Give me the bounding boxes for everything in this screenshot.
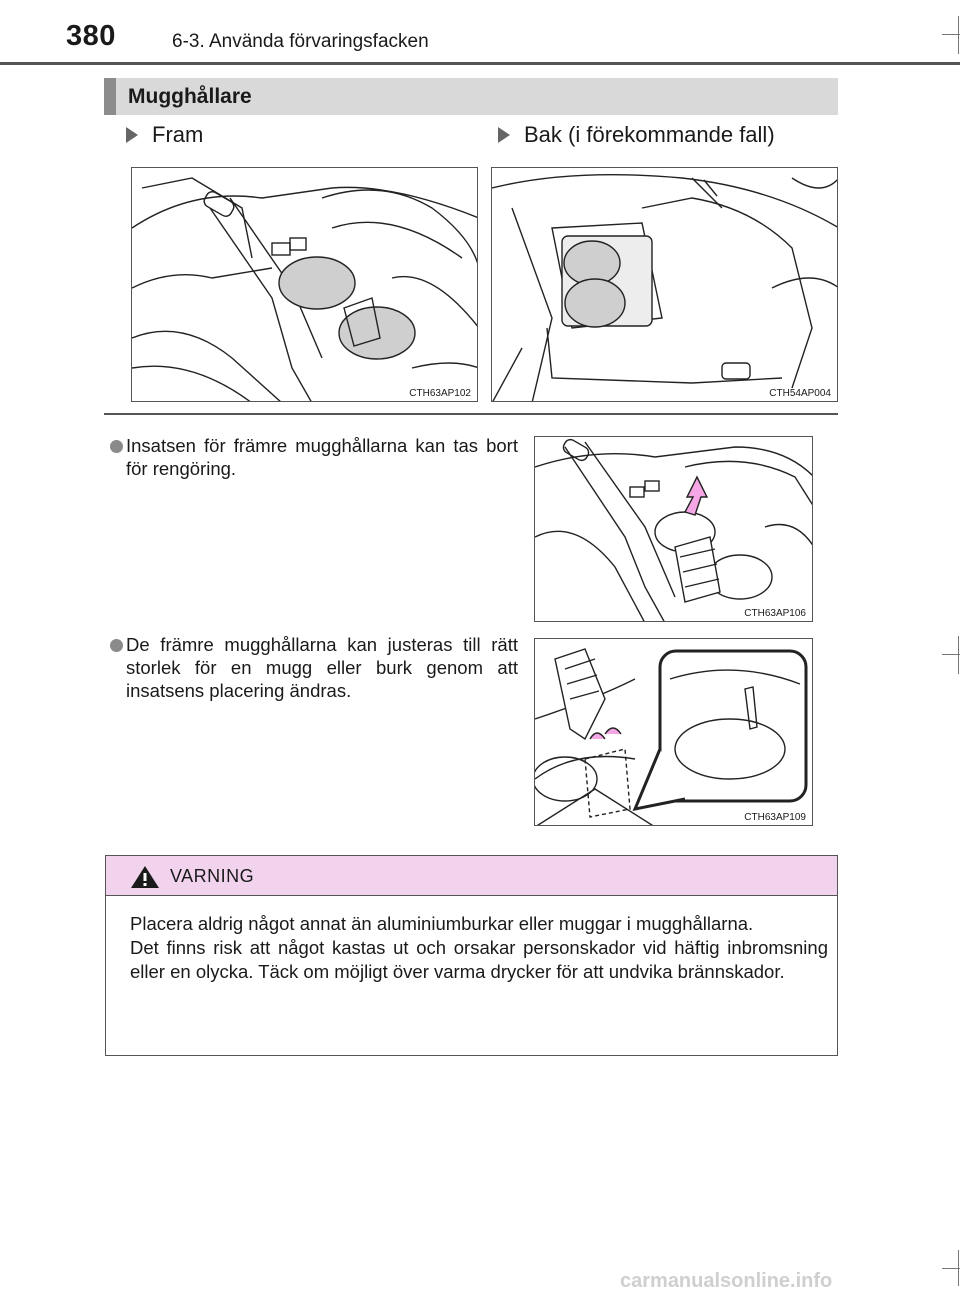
crop-mark-mid-right [958, 636, 959, 674]
figure-insert-removal [534, 436, 813, 622]
rear-cup-holder-illustration [492, 168, 838, 402]
warning-title: VARNING [170, 866, 255, 886]
figure-front-cup-holder [131, 167, 478, 402]
figure-code: CTH54AP004 [769, 388, 831, 399]
warning-paragraph-2: Det finns risk att något kastas ut och orsakar personskador vid häftig inbromsning eller en olycka. Täck om möjligt över varma drycker för att undvika brännskador. [130, 937, 828, 982]
front-cup-holder-illustration [132, 168, 478, 402]
warning-paragraph-1: Placera aldrig något annat än aluminiumburkar eller muggar i mugghållarna. [130, 913, 754, 934]
bullet-text: Insatsen för främre mugghållarna kan tas bort för rengöring. [126, 435, 518, 479]
bullet-dot-icon [110, 639, 123, 652]
bullet-paragraph-1 [126, 434, 518, 480]
bullet-paragraph-2 [126, 633, 518, 702]
insert-removal-illustration [535, 437, 813, 622]
figure-code: CTH63AP109 [744, 812, 806, 823]
insert-adjustment-illustration [535, 639, 813, 826]
header-rule [0, 62, 960, 65]
section-bar [104, 78, 838, 115]
chapter-title: 6-3. Använda förvaringsfacken [172, 31, 429, 52]
crop-mark-top-right-h [942, 34, 960, 35]
figure-code: CTH63AP106 [744, 608, 806, 619]
figure-insert-adjustment [534, 638, 813, 826]
subsection-label-rear [498, 122, 775, 148]
triangle-bullet-icon [126, 127, 138, 143]
watermark: carmanualsonline.info [620, 1270, 833, 1292]
crop-mark-bottom-right-h [942, 1268, 960, 1269]
triangle-bullet-icon [498, 127, 510, 143]
figure-rear-cup-holder [491, 167, 838, 402]
crop-mark-mid-right-h [942, 654, 960, 655]
warning-box [105, 855, 838, 1056]
subsection-label-text: Fram [152, 122, 204, 147]
warning-text [130, 912, 828, 984]
bullet-text: De främre mugghållarna kan justeras till rätt storlek för en mugg eller burk genom att insatsens placering ändras. [126, 634, 518, 701]
figure-code: CTH63AP102 [409, 388, 471, 399]
subsection-label-text: Bak (i förekommande fall) [524, 122, 775, 147]
warning-header [106, 856, 837, 896]
page-number: 380 [66, 20, 116, 52]
crop-mark-top-right [958, 16, 959, 54]
section-divider [104, 413, 838, 415]
bullet-dot-icon [110, 440, 123, 453]
section-title: Mugghållare [128, 85, 252, 108]
warning-triangle-icon [130, 865, 160, 889]
subsection-label-front [126, 122, 203, 148]
